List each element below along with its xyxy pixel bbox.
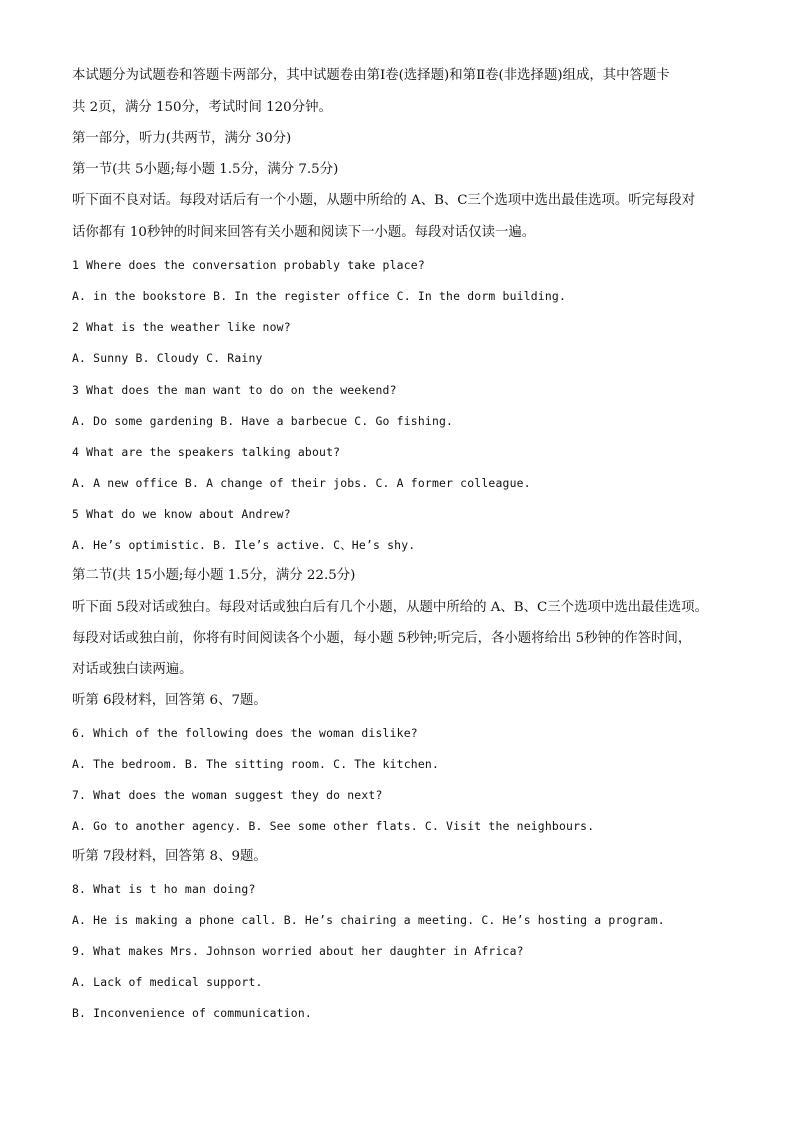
answer-option-9a: A. Lack of medical support.: [72, 975, 263, 989]
section2-heading: 第二节(共 15小题;每小题 1.5分，满分 22.5分): [72, 568, 356, 583]
question-5: 5 What do we know about Andrew?: [72, 507, 291, 521]
question-7: 7. What does the woman suggest they do next?: [72, 788, 383, 802]
part1-heading: 第一部分，听力(共两节，满分 30分): [72, 131, 292, 146]
intro-line-2: 共 2页，满分 150分，考试时间 120分钟。: [72, 100, 332, 115]
section2-instructions-2: 每段对话或独白前，你将有时间阅读各个小题，每小题 5秒钟;听完后，各小题将给出 5秒钟的作答时间，: [72, 631, 692, 646]
section2-instructions-1: 听下面 5段对话或独白。每段对话或独白后有几个小题，从题中所给的 A、B、C三个选项中选出最佳选项。: [72, 600, 708, 615]
answer-options-4: A. A new office B. A change of their jobs. C. A former colleague.: [72, 476, 531, 490]
answer-options-1: A. in the bookstore B. In the register office C. In the dorm building.: [72, 289, 567, 303]
answer-options-6: A. The bedroom. B. The sitting room. C. The kitchen.: [72, 757, 440, 771]
question-6: 6. Which of the following does the woman dislike?: [72, 726, 418, 740]
section1-instructions-2: 话你都有 10秒钟的时间来回答有关小题和阅读下一小题。每段对话仅读一遍。: [72, 225, 536, 240]
question-2: 2 What is the weather like now?: [72, 320, 291, 334]
question-4: 4 What are the speakers talking about?: [72, 445, 341, 459]
question-8: 8. What is t ho man doing?: [72, 882, 256, 896]
section1-heading: 第一节(共 5小题;每小题 1.5分，满分 7.5分): [72, 162, 339, 177]
intro-line-1: 本试题分为试题卷和答题卡两部分，其中试题卷由第Ⅰ卷(选择题)和第Ⅱ卷(非选择题)组成，其中答题卡: [72, 68, 670, 83]
section2-instructions-3: 对话或独白读两遍。: [72, 662, 193, 677]
answer-options-3: A. Do some gardening B. Have a barbecue C. Go fishing.: [72, 414, 454, 428]
question-9: 9. What makes Mrs. Johnson worried about her daughter in Africa?: [72, 944, 524, 958]
question-1: 1 Where does the conversation probably take place?: [72, 258, 425, 272]
section1-instructions-1: 听下面不良对话。每段对话后有一个小题，从题中所给的 A、B、C三个选项中选出最佳选项。听完每段对: [72, 193, 696, 208]
material6-heading: 听第 6段材料，回答第 6、7题。: [72, 693, 267, 708]
answer-options-8: A. He is making a phone call. B. He’s chairing a meeting. C. He’s hosting a program.: [72, 913, 665, 927]
answer-option-9b: B. Inconvenience of communication.: [72, 1006, 312, 1020]
answer-options-2: A. Sunny B. Cloudy C. Rainy: [72, 351, 263, 365]
answer-options-5: A. He’s optimistic. B. Ile’s active. C、He’s shy.: [72, 538, 416, 552]
question-3: 3 What does the man want to do on the weekend?: [72, 383, 397, 397]
answer-options-7: A. Go to another agency. B. See some other flats. C. Visit the neighbours.: [72, 819, 595, 833]
material7-heading: 听第 7段材料，回答第 8、9题。: [72, 849, 267, 864]
